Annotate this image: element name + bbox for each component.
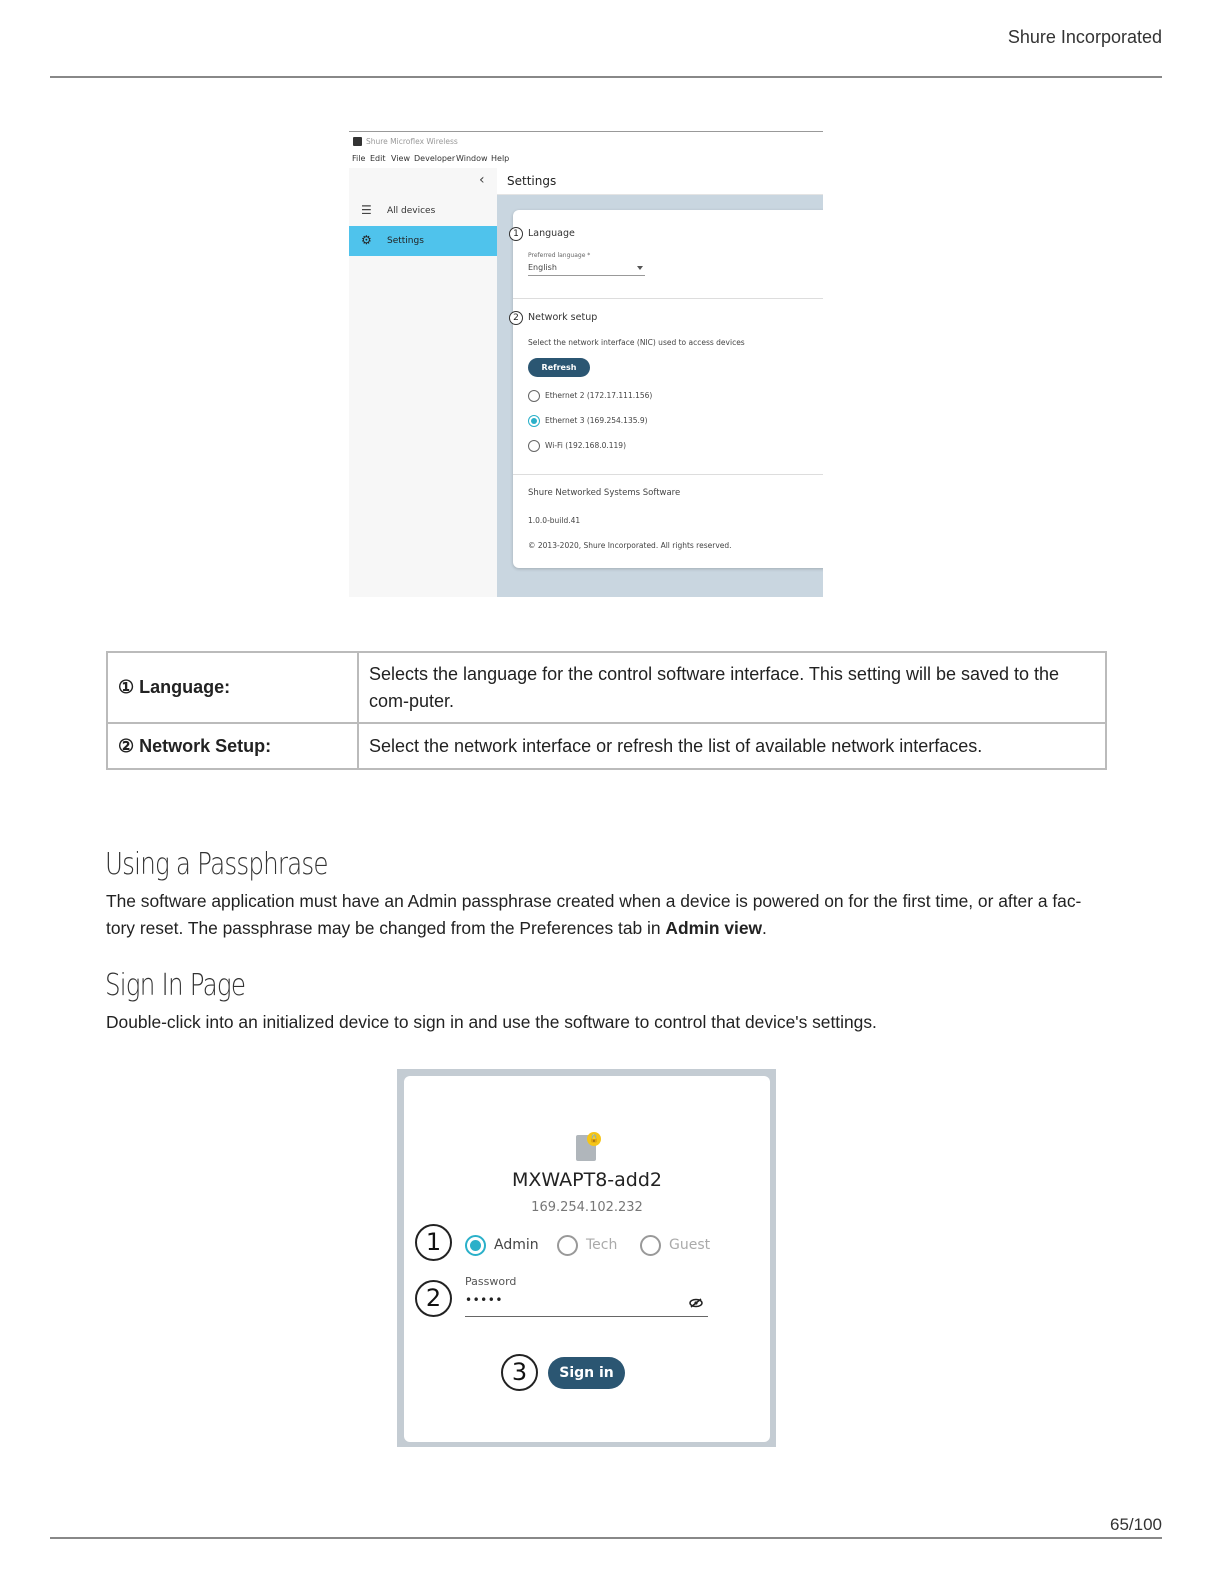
- copyright: © 2013-2020, Shure Incorporated. All rights reserved.: [528, 541, 732, 550]
- sidebar-item-all-devices[interactable]: [349, 196, 497, 226]
- sidebar-item-label: Settings: [387, 236, 424, 246]
- app-icon: [353, 137, 362, 146]
- admin-view-emphasis: Admin view: [665, 918, 763, 938]
- radio-label: Wi-Fi (192.168.0.119): [545, 441, 626, 450]
- page-number: 65/100: [1110, 1515, 1162, 1534]
- footer-rule: [50, 1537, 1162, 1539]
- section-divider: [513, 298, 823, 299]
- heading-passphrase: Using a Passphrase: [105, 847, 328, 882]
- radio-ethernet-2[interactable]: [528, 390, 540, 402]
- table-key: ② Network Setup:: [107, 723, 358, 769]
- settings-screenshot: [349, 131, 823, 597]
- menu-help[interactable]: Help: [491, 154, 510, 163]
- radio-label: Ethernet 3 (169.254.135.9): [545, 416, 648, 425]
- menu-file[interactable]: File: [352, 154, 366, 163]
- version: 1.0.0-build.41: [528, 516, 581, 525]
- eye-off-icon[interactable]: [689, 1298, 703, 1308]
- sidebar: [349, 168, 497, 597]
- callout-3: 3: [501, 1354, 538, 1391]
- paragraph-sign-in: Double-click into an initialized device to sign in and use the software to control that device's settings.: [106, 1012, 877, 1032]
- sign-in-button[interactable]: Sign in: [548, 1357, 625, 1389]
- password-underline: [465, 1316, 708, 1317]
- settings-header: [497, 168, 823, 195]
- header-company: Shure Incorporated: [1007, 27, 1162, 47]
- device-ip: 169.254.102.232: [531, 1200, 643, 1215]
- table-value: Selects the language for the control software interface. This setting will be saved to the com-puter.: [358, 652, 1106, 723]
- description-table: [106, 651, 1107, 770]
- table-key: ① Language:: [107, 652, 358, 723]
- paragraph-text: .: [762, 918, 767, 938]
- callout-2: 2: [415, 1280, 452, 1317]
- language-title: Language: [528, 228, 575, 239]
- refresh-button[interactable]: Refresh: [528, 358, 590, 377]
- callout-2: 2: [509, 311, 523, 325]
- table-row: [107, 652, 1106, 723]
- language-select[interactable]: English: [528, 263, 557, 272]
- window-titlebar: [349, 132, 823, 150]
- devices-icon: ☰: [361, 203, 372, 217]
- signin-screenshot: [397, 1069, 776, 1447]
- section-divider: [513, 474, 823, 475]
- password-label: Password: [465, 1275, 517, 1288]
- menu-view[interactable]: View: [391, 154, 410, 163]
- table-row: [107, 723, 1106, 769]
- heading-sign-in: Sign In Page: [105, 968, 246, 1003]
- menu-bar: [349, 150, 823, 168]
- callout-1: 1: [415, 1224, 452, 1261]
- radio-label: Ethernet 2 (172.17.111.156): [545, 391, 653, 400]
- password-input[interactable]: •••••: [465, 1293, 503, 1307]
- role-label-admin: Admin: [494, 1237, 539, 1253]
- collapse-chevron-icon[interactable]: ‹: [479, 172, 485, 188]
- window-title: Shure Microflex Wireless: [366, 137, 458, 146]
- language-select-underline: [528, 275, 645, 276]
- sidebar-item-settings[interactable]: [349, 226, 497, 256]
- role-radio-admin[interactable]: [465, 1235, 486, 1256]
- language-field-label: Preferred language *: [528, 252, 591, 259]
- menu-window[interactable]: Window: [456, 154, 488, 163]
- paragraph-text: The software application must have an Admin passphrase created when a device is powered on for the first time, or after a fac-tory reset. The passphrase may be changed from the Preferences tab in: [106, 891, 1082, 938]
- network-title: Network setup: [528, 312, 598, 323]
- menu-developer[interactable]: Developer: [414, 154, 456, 163]
- paragraph-passphrase: [106, 888, 1108, 942]
- role-radio-guest[interactable]: [640, 1235, 661, 1256]
- sidebar-item-label: All devices: [387, 206, 436, 216]
- callout-1: 1: [509, 227, 523, 241]
- role-radio-tech[interactable]: [557, 1235, 578, 1256]
- gear-icon: ⚙: [361, 233, 372, 247]
- lock-icon: 🔒: [587, 1132, 601, 1146]
- header-rule: [50, 76, 1162, 78]
- product-name: Shure Networked Systems Software: [528, 488, 681, 498]
- chevron-down-icon[interactable]: [637, 266, 643, 270]
- role-label-tech: Tech: [586, 1237, 618, 1253]
- radio-wifi[interactable]: [528, 440, 540, 452]
- network-description: Select the network interface (NIC) used to access devices: [528, 338, 745, 347]
- page-title: Settings: [507, 174, 557, 188]
- menu-edit[interactable]: Edit: [370, 154, 386, 163]
- device-name: MXWAPT8-add2: [511, 1169, 662, 1191]
- role-label-guest: Guest: [669, 1237, 711, 1253]
- settings-card: [513, 210, 823, 568]
- radio-ethernet-3[interactable]: [528, 415, 540, 427]
- table-value: Select the network interface or refresh the list of available network interfaces.: [358, 723, 1106, 769]
